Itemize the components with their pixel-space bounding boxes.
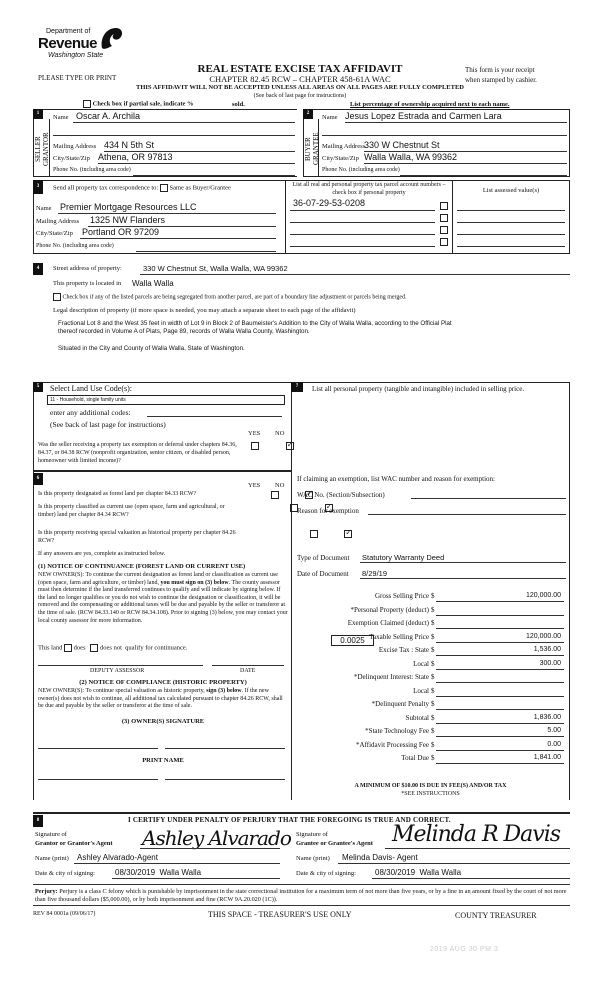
parcel-header: List all real and personal property tax parcel account numbers – check box if personal property: [292, 182, 446, 196]
parcel-row: [290, 212, 450, 224]
mail-phone-label: Phone No. (including area code): [36, 243, 114, 249]
personal-property-checkbox[interactable]: [440, 226, 448, 234]
section-3-divider-2: [452, 180, 453, 254]
amount-row: *Affidavit Processing Fee $ 0.00: [297, 741, 569, 755]
parcel-row: [290, 200, 450, 212]
parcel-list: [290, 200, 450, 248]
buyer-label: BUYER GRANTEE: [304, 132, 320, 166]
form-subtitle: CHAPTER 82.45 RCW – CHAPTER 458-61A WAC: [209, 74, 391, 84]
send-correspondence-label: Send all property tax correspondence to:: [53, 184, 159, 192]
amount-label: Total Due: [401, 754, 429, 762]
mail-name-line: [58, 213, 276, 214]
yes-header-6: YES: [248, 482, 261, 489]
seller-label: SELLER GRANTOR: [34, 132, 50, 166]
buyer-phone-field[interactable]: [400, 175, 567, 176]
grantee-name-line: [338, 863, 570, 864]
same-as-buyer-label: Same as Buyer/Grantee: [169, 184, 231, 192]
no-header-6: NO: [275, 482, 285, 489]
seller-city-label: City/State/Zip: [53, 155, 90, 162]
mail-name-label: Name: [36, 205, 52, 212]
grantee-sig-line: [385, 848, 570, 849]
buyer-city-line: [364, 163, 567, 164]
section-6-divider: [33, 470, 291, 472]
logo-line3: Washington State: [48, 52, 104, 59]
forest-yes-checkbox[interactable]: [271, 491, 279, 499]
doc-date-label: Date of Document: [297, 570, 349, 578]
forest-question: Is this property designated as forest land per chapter 84.33 RCW?: [38, 491, 197, 497]
amount-row: Exemption Claimed (deduct) $: [297, 619, 569, 633]
print-name-line-1[interactable]: [38, 779, 158, 780]
section-3-number: 3: [33, 180, 43, 194]
parcel-row: [290, 236, 450, 248]
amount-label: Taxable Selling Price: [369, 632, 429, 641]
mail-city-field[interactable]: Portland OR 97209: [82, 227, 160, 237]
notice1-text: NEW OWNER(S): To continue the current designation as forest land or classification as current use (open space, farm and agriculture, or timber) land, you must sign on (3) below. The county assessor must then determine if the land transferred continues to qualify and will indicate by signing below. If the land no longer qualifies or you do not wish to continue the designation or classification, it will be removed and the compensating or additional taxes will be due and payable by the seller or transferor at the time of sale. (RCW 84.33.140 or RCW 84.34.108). Prior to signing (3) below, you may contact your local county assessor for more information.: [38, 572, 288, 624]
partial-sale-row: [83, 100, 194, 108]
assessed-value-field[interactable]: [457, 246, 565, 247]
section-3-divider: [285, 180, 286, 254]
grantee-sig-label-1: Signature of: [296, 831, 328, 838]
amount-value[interactable]: 1,836.00: [533, 713, 561, 721]
assessed-value-field[interactable]: [457, 210, 565, 211]
reason-field[interactable]: [368, 514, 566, 515]
amount-row: Gross Selling Price $ 120,000.00: [297, 592, 569, 606]
amount-label: *Personal Property (deduct): [350, 605, 429, 614]
grantor-name-label: Name (print): [35, 855, 69, 862]
street-label: Street address of property:: [53, 265, 122, 272]
segregated-label: Check box if any of the listed parcels are being segregated from another parcel, are part of a boundary line adjustment or parcels being merged.: [62, 294, 407, 301]
amount-label: Local: [413, 686, 429, 695]
doc-date-field[interactable]: 8/29/19: [362, 569, 388, 578]
grantee-sig-label-2: Grantee or Grantee's Agent: [296, 840, 373, 847]
does-qualify-checkbox[interactable]: [64, 644, 72, 652]
see-back-5: (See back of last page for instructions): [50, 420, 166, 429]
amount-value[interactable]: 0.00: [547, 740, 561, 748]
perjury-bottom-line: [33, 905, 570, 906]
perjury-top-line: [33, 884, 570, 885]
wac-label: WAC No. (Section/Subsection): [297, 491, 385, 499]
street-field[interactable]: 330 W Chestnut St, Walla Walla, WA 99362: [143, 264, 288, 273]
amount-value[interactable]: 1,841.00: [533, 754, 561, 761]
amount-label: Local: [413, 659, 429, 668]
parcel-number-field[interactable]: [290, 234, 435, 235]
see-instructions: *SEE INSTRUCTIONS: [401, 791, 460, 797]
grantor-signature[interactable]: Ashley Alvarado: [142, 826, 291, 850]
grantor-sig-line: [140, 848, 280, 849]
grantor-name-line: [74, 863, 280, 864]
buyer-name-line: [345, 122, 567, 123]
amount-label: Subtotal: [405, 713, 429, 722]
parcel-row: [290, 224, 450, 236]
segregated-checkbox[interactable]: [53, 293, 61, 301]
dor-logo: [38, 28, 128, 68]
print-name-label: PRINT NAME: [142, 757, 184, 764]
form-title: REAL ESTATE EXCISE TAX AFFIDAVIT: [197, 63, 403, 75]
amount-label: *State Technology Fee: [365, 727, 429, 735]
treasurer-space: THIS SPACE - TREASURER'S USE ONLY: [208, 910, 352, 919]
grantor-name-field[interactable]: Ashley Alvarado-Agent: [77, 853, 158, 862]
county-treasurer: COUNTY TREASURER: [455, 911, 537, 920]
owner-signature-label: (3) OWNER(S) SIGNATURE: [121, 718, 205, 725]
current-use-question: Is this property classified as current use (open space, farm and agricultural, or timber) land per chapter 84.34 RCW?: [38, 504, 225, 518]
mail-city-line: [80, 238, 276, 239]
section-6-number: 6: [33, 473, 43, 485]
doc-type-line: [360, 562, 566, 563]
receipt-note-1: This form is your receipt: [465, 66, 535, 74]
received-stamp: 2019 AUG 30 PM 3: [430, 946, 499, 953]
deputy-assessor-line[interactable]: [38, 665, 203, 666]
section-5-number: 5: [33, 382, 43, 392]
exemption-question: Was the seller receiving a property tax exemption or deferral under chapters 84.36, 84.37, or 84.38 RCW (nonprofit organization, senior citizen, or disabled person, homeowner with limited income)?: [38, 442, 237, 464]
owner-signature-line-1[interactable]: [38, 748, 158, 749]
buyer-name-field[interactable]: Jesus Lopez Estrada and Carmen Lara: [345, 111, 502, 121]
buyer-mailing-label: Mailing Address: [322, 143, 366, 150]
seller-side-bar: [33, 119, 50, 177]
seller-phone-label: Phone No. (including area code): [53, 167, 131, 173]
personal-property-checkbox[interactable]: [440, 202, 448, 210]
amount-value[interactable]: 5.00: [547, 727, 561, 734]
grantee-name-label: Name (print): [296, 855, 330, 862]
continuance-row: This land does does not qualify for continuance.: [38, 644, 188, 652]
partial-sale-checkbox[interactable]: [83, 100, 91, 108]
personal-property-area[interactable]: [300, 408, 565, 468]
receipt-note-2: when stamped by cashier.: [465, 76, 537, 84]
exemption-label: If claiming an exemption, list WAC number and reason for exemption:: [297, 475, 495, 483]
amount-row: Subtotal $ 1,836.00: [297, 714, 569, 728]
exemption-yes-checkbox[interactable]: [251, 442, 259, 450]
same-as-buyer-checkbox[interactable]: [160, 184, 168, 192]
mail-phone-field[interactable]: [136, 251, 276, 252]
amount-row: Total Due $ 1,841.00: [297, 754, 569, 768]
no-header-5: NO: [275, 430, 285, 437]
amount-row: *Delinquent Interest: State $: [297, 673, 569, 687]
amount-value[interactable]: 120,000.00: [525, 632, 561, 640]
parcel-number-field[interactable]: [290, 246, 435, 247]
amount-row: Local $: [297, 687, 569, 701]
buyer-mailing-field[interactable]: 330 W Chestnut St: [364, 140, 440, 150]
certify-text: I CERTIFY UNDER PENALTY OF PERJURY THAT THE FOREGOING IS TRUE AND CORRECT.: [128, 816, 451, 824]
assessor-date-line[interactable]: [212, 665, 284, 666]
logo-line1: Department of: [46, 28, 91, 35]
notice1-title: (1) NOTICE OF CONTINUANCE (FOREST LAND OR CURRENT USE): [38, 563, 246, 570]
section-8-top-line: [33, 812, 570, 814]
land-use-select[interactable]: 11 - Household, single family units: [47, 395, 285, 405]
amount-value[interactable]: 300.00: [539, 659, 561, 667]
seller-city-line: [98, 163, 295, 164]
grantor-sig-label-2: Grantor or Grantor's Agent: [35, 840, 113, 847]
sold-label: sold.: [232, 101, 245, 108]
grantor-sig-label-1: Signature of: [35, 831, 67, 838]
seller-name-label: Name: [53, 114, 69, 121]
segregated-row: [53, 293, 407, 301]
assessed-list: [457, 200, 567, 248]
logo-line2: Revenue: [38, 35, 98, 52]
buyer-name-label: Name: [322, 114, 338, 121]
seller-name-line-2: [53, 135, 295, 136]
seller-city-field[interactable]: Athena, OR 97813: [98, 152, 173, 162]
notice2-title: (2) NOTICE OF COMPLIANCE (HISTORIC PROPERTY): [79, 679, 247, 686]
minimum-note: A MINIMUM OF $10.00 IS DUE IN FEE(S) AND/OR TAX: [354, 783, 507, 789]
assessed-header: List assessed value(s): [482, 187, 540, 194]
personal-property-checkbox[interactable]: [440, 214, 448, 222]
amount-label: *Delinquent Interest: State: [353, 673, 429, 681]
doc-type-field[interactable]: Statutory Warranty Deed: [362, 553, 445, 562]
buyer-side-bar: [303, 119, 319, 177]
doc-date-line: [360, 578, 566, 579]
notice2-text: NEW OWNER(S): To continue special valuation as historic property, sign (3) below. If the new owner(s) does not wish to continue, all additional tax calculated pursuant to chapter 84.26 RCW, shall be due and payable by the seller or transferor at the time of sale.: [38, 688, 283, 710]
buyer-phone-label: Phone No. (including area code): [322, 167, 400, 173]
amount-label: Excise Tax : State: [378, 646, 429, 654]
amount-value[interactable]: 120,000.00: [525, 592, 561, 599]
legal-description[interactable]: Fractional Lot 8 and the West 35 feet in width of Lot 9 in Block 2 of Baumeister's Addition to the City of Walla Walla, according to the Official Plat thereof recorded in Volume A of Plats, Page 89, records of Walla Walla County, Washington.: [58, 320, 452, 335]
section-4-number: 4: [33, 263, 43, 275]
parcel-number-field[interactable]: 36-07-29-53-0208: [293, 198, 366, 208]
historic-question: Is this property receiving special valuation as historical property per chapter 84.26 RCW?: [38, 530, 236, 544]
located-label: This property is located in: [53, 280, 122, 287]
amount-label: *Affidavit Processing Fee: [356, 740, 429, 749]
legal-description-2[interactable]: Situated in the City and County of Walla Walla, State of Washington.: [58, 345, 245, 352]
if-yes-note: If any answers are yes, complete as instructed below.: [38, 551, 166, 557]
grantee-signature[interactable]: Melinda R Davis: [392, 822, 561, 847]
yes-header-5: YES: [248, 430, 261, 437]
doc-type-label: Type of Document: [297, 554, 350, 562]
grantee-date-line: [372, 878, 570, 879]
amount-label: Exemption Claimed (deduct): [347, 619, 429, 627]
amount-row: *Delinquent Penalty $: [297, 700, 569, 714]
deputy-assessor-label: DEPUTY ASSESSOR: [90, 668, 145, 674]
section-1-number: 1: [33, 109, 43, 119]
section-8-number: 8: [33, 815, 43, 827]
assessed-value-field[interactable]: [457, 234, 565, 235]
dor-swirl-icon: [98, 26, 124, 52]
mail-city-label: City/State/Zip: [36, 230, 73, 237]
grantee-date-field[interactable]: 08/30/2019 Walla Walla: [375, 868, 462, 877]
amount-row: Local $ 300.00: [297, 660, 569, 674]
does-not-qualify-checkbox[interactable]: [90, 644, 98, 652]
perjury-notice: Perjury: Perjury is a class C felony which is punishable by imprisonment in the state correctional institution for a maximum term of not more than five years, or by a fine in an amount fixed by the court of not more than five thousand dollars ($5,000.00), or by both imprisonment and fine (RCW 9A.20.020 (1C)).: [35, 888, 567, 903]
legal-label: Legal description of property (if more space is needed, you may attach a separate sheet to each page of the affidavit): [53, 307, 356, 314]
located-field[interactable]: Walla Walla: [132, 279, 174, 288]
mail-name-field[interactable]: Premier Mortgage Resources LLC: [60, 202, 197, 212]
amount-row: Excise Tax : State $ 1,536.00: [297, 646, 569, 660]
assessed-value-field[interactable]: [457, 222, 565, 223]
wac-field[interactable]: [411, 498, 566, 499]
seller-mailing-field[interactable]: 434 N 5th St: [104, 140, 155, 150]
personal-property-label: List all personal property (tangible and intangible) included in selling price.: [312, 385, 525, 393]
grantor-date-field[interactable]: 08/30/2019 Walla Walla: [115, 868, 202, 877]
personal-property-checkbox[interactable]: [440, 238, 448, 246]
additional-codes-label: enter any additional codes:: [50, 408, 131, 417]
buyer-name-line-2: [322, 135, 567, 136]
parcel-line: [290, 210, 435, 211]
partial-sale-label: Check box if partial sale, indicate %: [92, 100, 194, 108]
buyer-city-field[interactable]: Walla Walla, WA 99362: [364, 152, 458, 162]
grantee-name-field[interactable]: Melinda Davis- Agent: [342, 853, 418, 862]
assessor-date-label: DATE: [240, 668, 256, 674]
mail-mailing-field[interactable]: 1325 NW Flanders: [90, 215, 166, 225]
local-rate-box[interactable]: 0.0025: [331, 635, 374, 646]
section-7-number: 7: [291, 382, 303, 392]
additional-codes-field[interactable]: [147, 416, 282, 417]
amount-label: *Delinquent Penalty: [371, 700, 429, 708]
land-use-label: Select Land Use Code(s):: [50, 384, 132, 393]
owner-signature-line-2[interactable]: [165, 748, 285, 749]
seller-phone-field[interactable]: [133, 175, 295, 176]
amounts-table: [297, 592, 569, 768]
parcel-number-field[interactable]: [290, 222, 435, 223]
reason-label: Reason for exemption: [297, 507, 359, 515]
seller-mailing-label: Mailing Address: [53, 143, 97, 150]
warning-text: THIS AFFIDAVIT WILL NOT BE ACCEPTED UNLESS ALL AREAS ON ALL PAGES ARE FULLY COMPLETED: [136, 84, 464, 91]
form-id: REV 84 0001a (09/06/17): [33, 911, 96, 917]
mail-mailing-label: Mailing Address: [36, 218, 80, 225]
grantor-date-label: Date & city of signing:: [35, 870, 95, 877]
seller-name-field[interactable]: Oscar A. Archila: [76, 111, 141, 121]
send-correspondence-row: [53, 184, 231, 192]
amount-row: *State Technology Fee $ 5.00: [297, 727, 569, 741]
amount-row: *Personal Property (deduct) $: [297, 606, 569, 620]
print-name-line-2[interactable]: [165, 779, 285, 780]
amount-label: Gross Selling Price: [374, 592, 429, 600]
buyer-city-label: City/State/Zip: [322, 155, 359, 162]
grantee-date-label: Date & city of signing:: [296, 870, 356, 877]
section-2-number: 2: [303, 109, 313, 119]
ownership-note: List percentage of ownership acquired next to each name.: [350, 101, 510, 108]
amount-row: Taxable Selling Price $ 120,000.00: [297, 633, 569, 647]
amount-value[interactable]: 1,536.00: [533, 646, 561, 653]
street-line: [140, 274, 570, 275]
please-type: PLEASE TYPE OR PRINT: [38, 74, 117, 82]
grantor-date-line: [112, 878, 280, 879]
see-back-note: (See back of last page for instructions): [253, 93, 347, 99]
